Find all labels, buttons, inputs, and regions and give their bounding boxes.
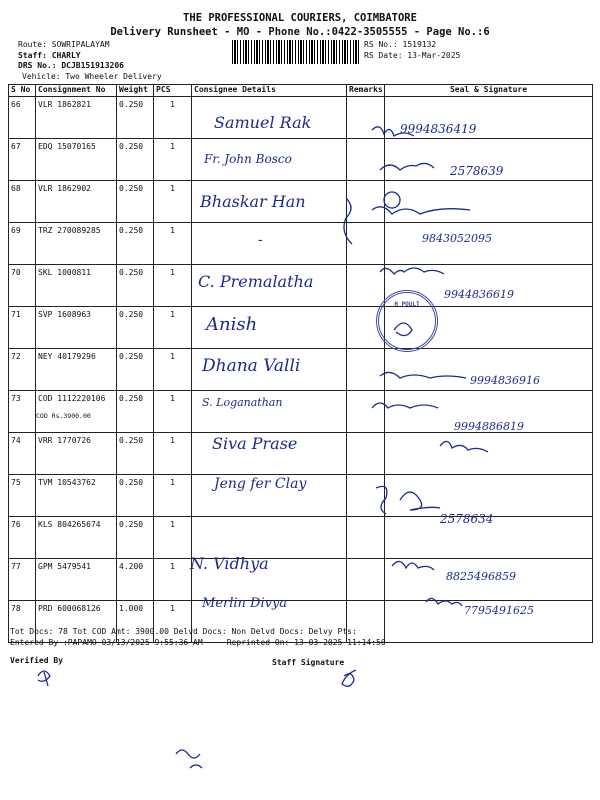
stamp-text: H POULT	[394, 301, 420, 308]
row-consignment-no-text: GPM 5479541	[38, 562, 91, 571]
row-sno-text: 74	[11, 436, 21, 445]
row-sno-text: 77	[11, 562, 21, 571]
handwritten-name-68: Bhaskar Han	[200, 192, 306, 211]
row-sno-text: 68	[11, 184, 21, 193]
signature-74	[440, 441, 488, 452]
col-remarks: Remarks	[347, 85, 385, 97]
handwritten-phone-66: 9994836419	[400, 122, 477, 136]
bottom-scribble	[176, 750, 202, 768]
col-sno: S No	[9, 85, 36, 97]
row-weight-text: 0.250	[119, 436, 144, 445]
cod-amount-note: COD Rs.3900.00	[36, 412, 91, 420]
route-label: Route: SOWRIPALAYAM	[18, 40, 110, 49]
row-weight-text: 0.250	[119, 310, 144, 319]
staff-signature-mark	[342, 670, 356, 686]
handwritten-phone-77: 8825496859	[446, 570, 516, 583]
handwritten-name-73: S. Loganathan	[202, 396, 283, 409]
row-pcs-text: 1	[170, 562, 175, 571]
verified-by-label: Verified By	[10, 656, 63, 665]
row-consignment-no-text: TVM 10543762	[38, 478, 96, 487]
signature-73	[372, 403, 438, 408]
handwritten-name-71: Anish	[206, 314, 258, 335]
row-pcs-text: 1	[170, 478, 175, 487]
row-weight-text: 0.250	[119, 520, 144, 529]
signature-77	[392, 561, 434, 570]
staff-signature-label: Staff Signature	[272, 658, 345, 667]
row-weight-text: 0.250	[119, 226, 144, 235]
row-sno-text: 73	[11, 394, 21, 403]
row-pcs-text: 1	[170, 352, 175, 361]
rs-date: RS Date: 13-Mar-2025	[364, 50, 461, 60]
delivery-stamp	[376, 290, 438, 352]
col-seal: Seal & Signature	[385, 85, 593, 97]
row-weight-text: 0.250	[119, 394, 144, 403]
row-weight-text: 0.250	[119, 142, 144, 151]
col-weight: Weight	[117, 85, 154, 97]
row-consignment-no-text: VLR 1862821	[38, 100, 91, 109]
row-pcs-text: 1	[170, 142, 175, 151]
handwritten-name-70: C. Premalatha	[198, 272, 314, 291]
handwritten-name-72: Dhana Valli	[202, 356, 301, 376]
rs-number: RS No.: 1519132	[364, 40, 437, 49]
verified-signature	[38, 671, 50, 686]
row-sno-text: 67	[11, 142, 21, 151]
row-weight-text: 0.250	[119, 184, 144, 193]
row-pcs-text: 1	[170, 100, 175, 109]
signature-67	[380, 163, 434, 170]
signature-68-circle	[384, 192, 400, 208]
row-weight-text: 0.250	[119, 478, 144, 487]
row-sno-text: 78	[11, 604, 21, 613]
row-pcs-text: 1	[170, 226, 175, 235]
runsheet-subtitle: Delivery Runsheet - MO - Phone No.:0422-3505555 - Page No.:6	[110, 26, 490, 38]
handwritten-name-69: -	[258, 232, 263, 248]
handwritten-name-75: Jeng fer Clay	[214, 476, 307, 492]
row-consignment-no-text: VLR 1862902	[38, 184, 91, 193]
footer-entered: Entered By :PAPAMO 03/13/2025 9:55:36 AM Reprinted On: 13-03-2025 11:14:50	[10, 638, 386, 647]
row-sno-text: 71	[11, 310, 21, 319]
row-consignment-no-text: NEY 40179296	[38, 352, 96, 361]
row-consignment-no-text: VRR 1770726	[38, 436, 91, 445]
signature-72	[380, 372, 466, 378]
row-sno-text: 76	[11, 520, 21, 529]
row-pcs-text: 1	[170, 436, 175, 445]
handwritten-name-74: Siva Prase	[212, 434, 298, 453]
row-pcs-text: 1	[170, 268, 175, 277]
vehicle-label: Vehicle: Two Wheeler Delivery	[22, 71, 162, 81]
row-pcs-text: 1	[170, 184, 175, 193]
handwritten-phone-69: 9843052095	[422, 232, 492, 245]
handwritten-name-66: Samuel Rak	[214, 113, 312, 132]
row-pcs-text: 1	[170, 604, 175, 613]
handwritten-phone-67: 2578639	[450, 164, 504, 178]
handwritten-name-78: Merlin Divya	[202, 596, 288, 611]
row-consignment-no-text: KLS 804265674	[38, 520, 101, 529]
staff-label: Staff: CHARLY	[18, 50, 81, 60]
row-pcs-text: 1	[170, 310, 175, 319]
signature-68	[344, 198, 470, 244]
row-sno-text: 70	[11, 268, 21, 277]
row-consignment-no-text: SKL 1000811	[38, 268, 91, 277]
row-sno-text: 66	[11, 100, 21, 109]
row-weight-text: 0.250	[119, 352, 144, 361]
signature-70	[380, 268, 444, 274]
row-sno-text: 75	[11, 478, 21, 487]
handwritten-phone-76: 2578634	[440, 512, 494, 526]
handwritten-name-77: N. Vidhya	[190, 554, 269, 573]
col-consignment: Consignment No	[36, 85, 117, 97]
row-consignment-no-text: COD 1112220106	[38, 394, 106, 403]
row-weight-text: 1.000	[119, 604, 144, 613]
row-consignment-no-text: PRD 600068126	[38, 604, 101, 613]
handwritten-phone-72: 9994836916	[470, 374, 540, 387]
row-sno-text: 69	[11, 226, 21, 235]
row-weight-text: 4.200	[119, 562, 144, 571]
col-pcs: PCS	[154, 85, 192, 97]
row-consignment-no-text: SVP 1608963	[38, 310, 91, 319]
handwritten-phone-74: 9994886819	[454, 420, 524, 433]
row-consignment-no-text: TRZ 270089285	[38, 226, 101, 235]
signature-78	[426, 598, 462, 606]
row-weight-text: 0.250	[119, 268, 144, 277]
signature-66	[372, 127, 414, 136]
handwritten-phone-78: 7795491625	[464, 604, 534, 617]
row-weight-text: 0.250	[119, 100, 144, 109]
row-consignment-no-text: EDQ 15070165	[38, 142, 96, 151]
footer-totals: Tot Docs: 78 Tot COD Amt: 3900.00 Delvd Docs: Non Delvd Docs: Delvy Pts:	[10, 627, 357, 636]
col-consignee: Consignee Details	[192, 85, 347, 97]
row-pcs-text: 1	[170, 394, 175, 403]
handwritten-phone-70: 9944836619	[444, 288, 514, 301]
row-pcs-text: 1	[170, 520, 175, 529]
drs-label: DRS No.: DCJB151913206	[18, 61, 124, 70]
company-title: THE PROFESSIONAL COURIERS, COIMBATORE	[183, 12, 417, 24]
signature-76	[376, 486, 440, 514]
handwritten-name-67: Fr. John Bosco	[204, 152, 292, 166]
row-sno-text: 72	[11, 352, 21, 361]
